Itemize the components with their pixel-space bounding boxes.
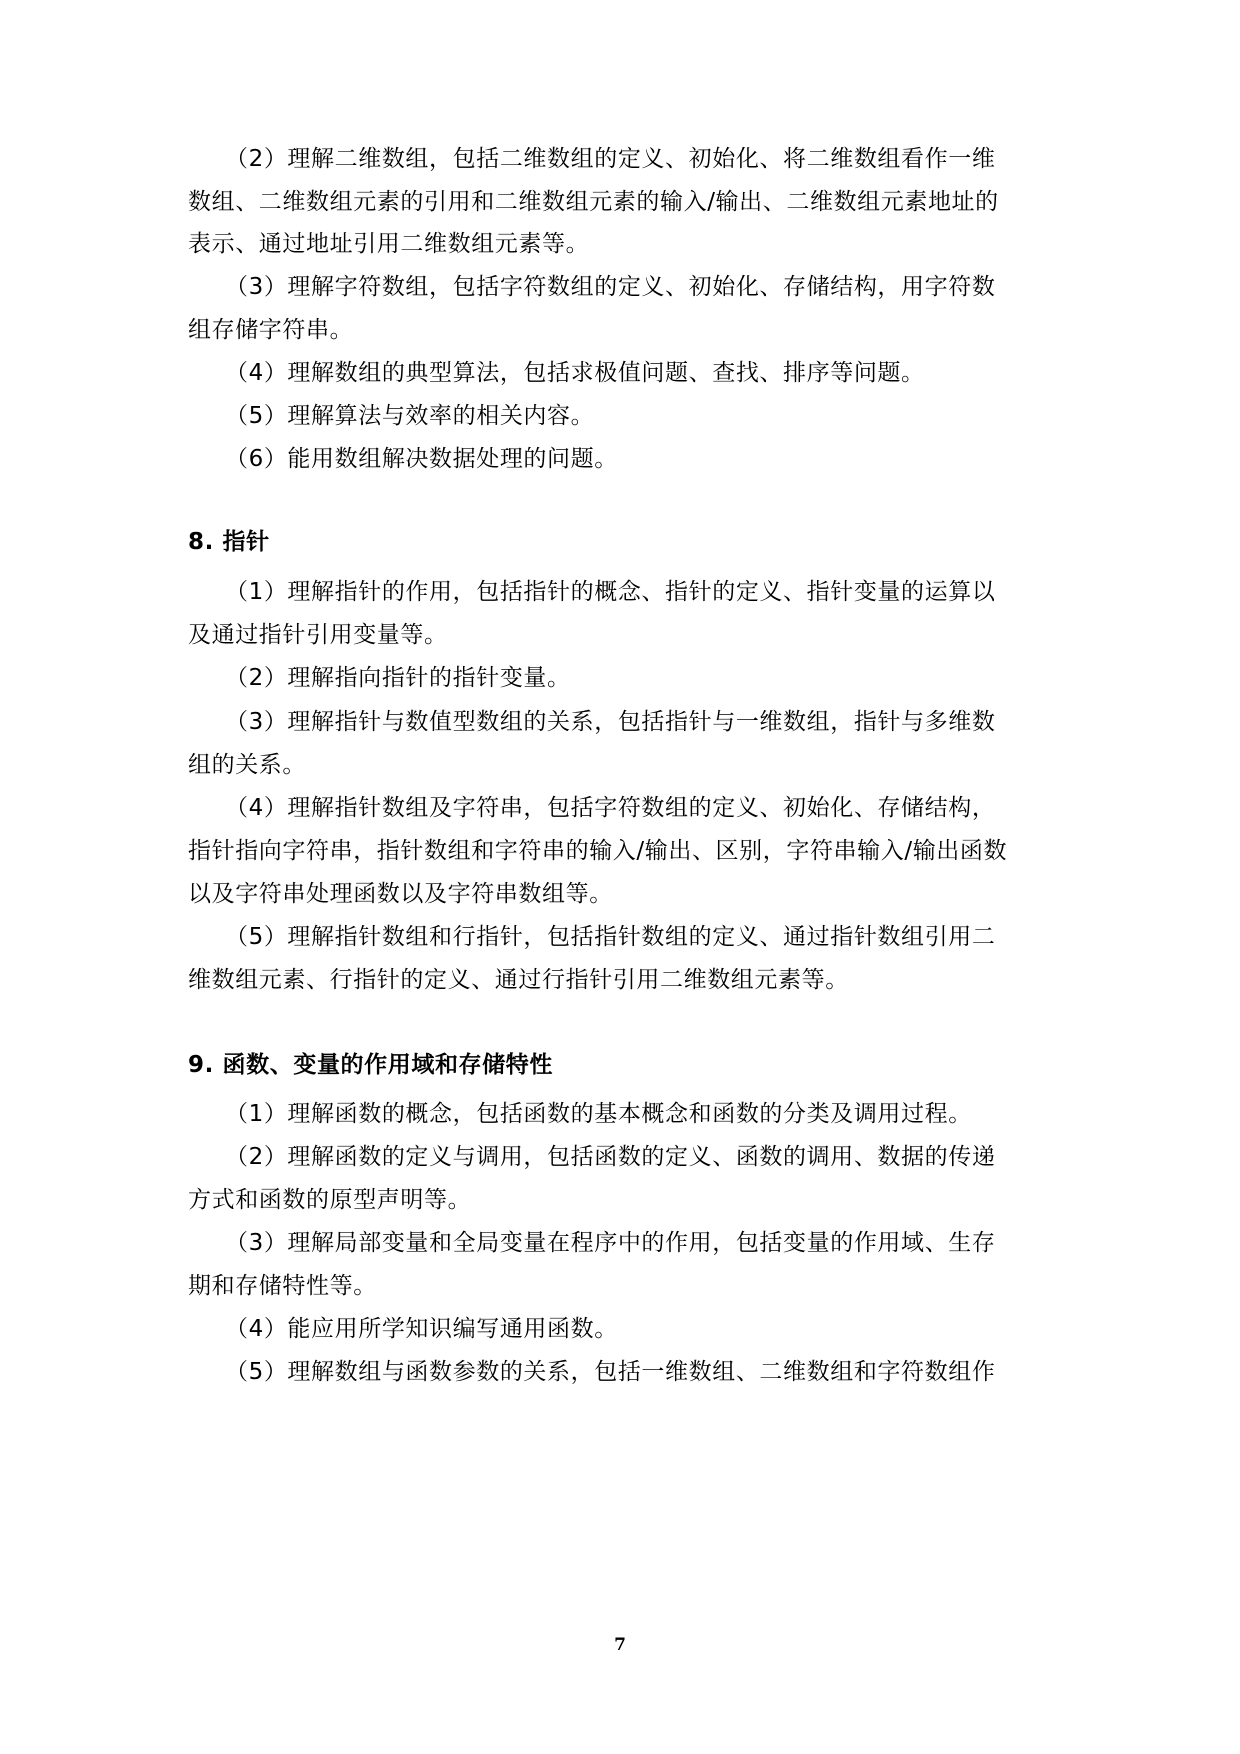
paragraph-line: （2）理解函数的定义与调用，包括函数的定义、函数的调用、数据的传递 (225, 1144, 996, 1170)
paragraph-line: （4）能应用所学知识编写通用函数。 (225, 1316, 618, 1342)
paragraph-line: （6）能用数组解决数据处理的问题。 (225, 446, 618, 472)
paragraph-line: （4）理解指针数组及字符串，包括字符数组的定义、初始化、存储结构， (225, 795, 996, 821)
section-heading-8: 8. 指针 (188, 529, 270, 555)
paragraph-line: 期和存储特性等。 (188, 1273, 377, 1299)
paragraph-line: 及通过指针引用变量等。 (188, 622, 448, 648)
paragraph-line: 以及字符串处理函数以及字符串数组等。 (188, 881, 613, 907)
paragraph-line: 维数组元素、行指针的定义、通过行指针引用二维数组元素等。 (188, 967, 849, 993)
page-number: 7 (614, 1635, 626, 1655)
paragraph-line: （2）理解二维数组，包括二维数组的定义、初始化、将二维数组看作一维 (225, 146, 996, 172)
section-heading-9: 9. 函数、变量的作用域和存储特性 (188, 1052, 553, 1078)
paragraph-line: （5）理解算法与效率的相关内容。 (225, 403, 595, 429)
paragraph-line: （3）理解局部变量和全局变量在程序中的作用，包括变量的作用域、生存 (225, 1230, 996, 1256)
paragraph-line: （1）理解指针的作用，包括指针的概念、指针的定义、指针变量的运算以 (225, 579, 996, 605)
paragraph-line: （1）理解函数的概念，包括函数的基本概念和函数的分类及调用过程。 (225, 1101, 972, 1127)
paragraph-line: （5）理解指针数组和行指针，包括指针数组的定义、通过指针数组引用二 (225, 924, 996, 950)
paragraph-line: 表示、通过地址引用二维数组元素等。 (188, 231, 590, 257)
paragraph-line: 指针指向字符串，指针数组和字符串的输入/输出、区别，字符串输入/输出函数 (188, 838, 1008, 864)
paragraph-line: 组存储字符串。 (188, 317, 354, 343)
paragraph-line: 数组、二维数组元素的引用和二维数组元素的输入/输出、二维数组元素地址的 (188, 189, 999, 215)
paragraph-line: （4）理解数组的典型算法，包括求极值问题、查找、排序等问题。 (225, 360, 925, 386)
paragraph-line: 组的关系。 (188, 752, 306, 778)
paragraph-line: （5）理解数组与函数参数的关系，包括一维数组、二维数组和字符数组作 (225, 1359, 996, 1385)
paragraph-line: （3）理解指针与数值型数组的关系，包括指针与一维数组，指针与多维数 (225, 709, 996, 735)
paragraph-line: （2）理解指向指针的指针变量。 (225, 665, 571, 691)
paragraph-line: 方式和函数的原型声明等。 (188, 1187, 472, 1213)
paragraph-line: （3）理解字符数组，包括字符数组的定义、初始化、存储结构，用字符数 (225, 274, 996, 300)
